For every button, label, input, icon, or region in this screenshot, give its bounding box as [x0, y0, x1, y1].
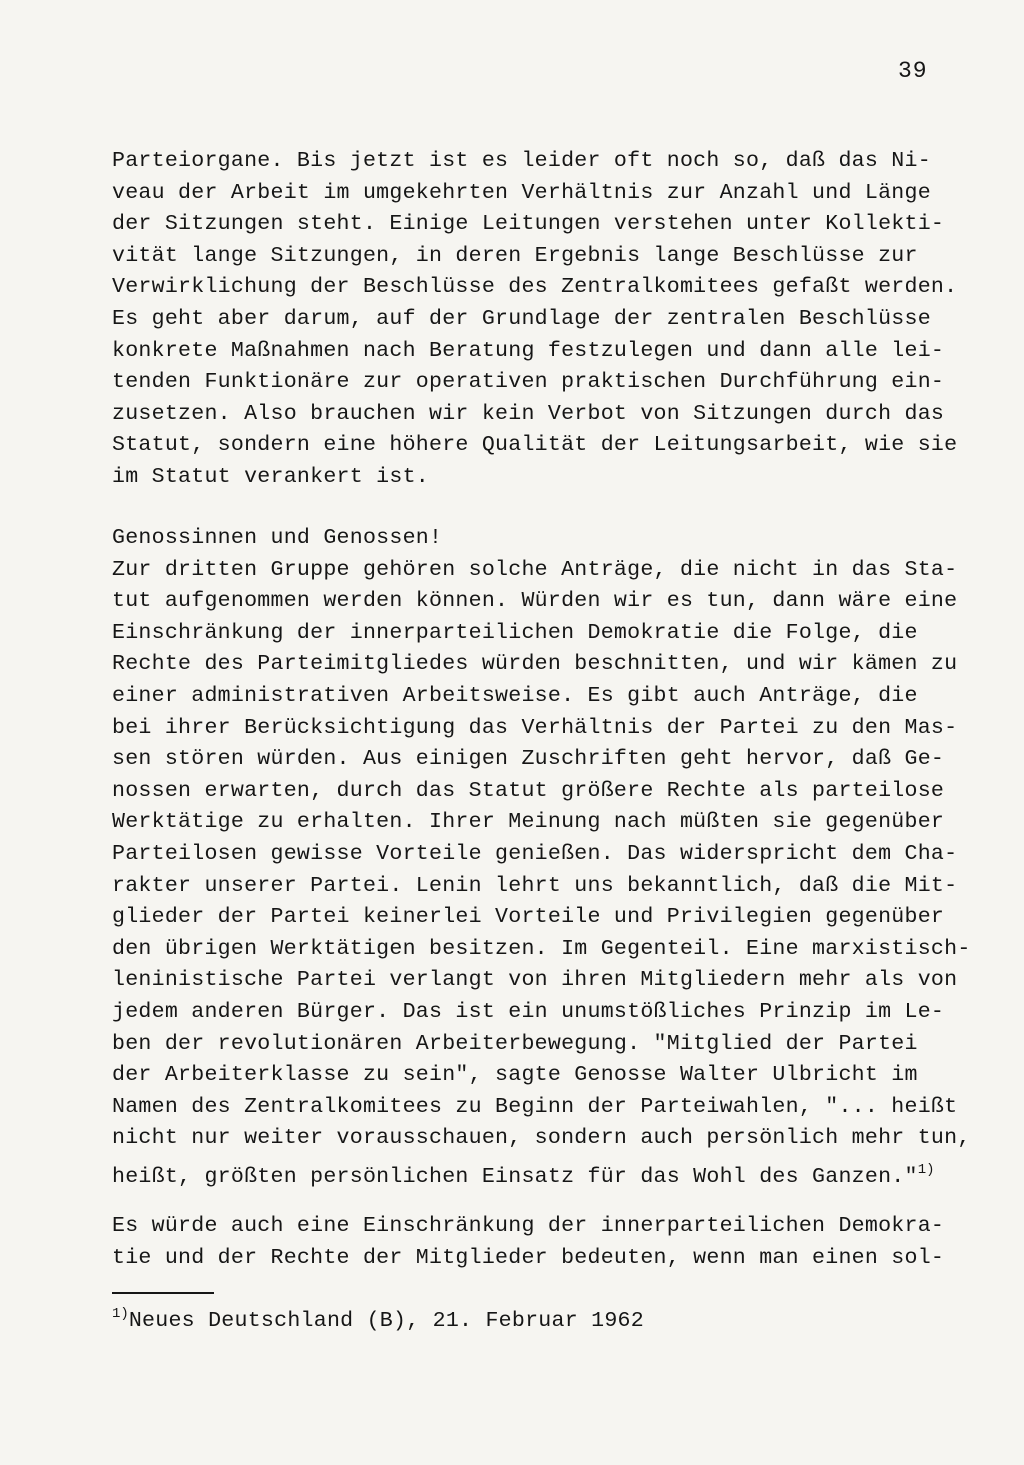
text-line: vität lange Sitzungen, in deren Ergebnis lange Beschlüsse zur: [112, 243, 918, 268]
text-line: Parteilosen gewisse Vorteile genießen. Das widerspricht dem Cha-: [112, 841, 958, 866]
text-line: nicht nur weiter vorausschauen, sondern auch persönlich mehr tun,: [112, 1126, 971, 1151]
text-line: bei ihrer Berücksichtigung das Verhältnis der Partei zu den Mas-: [112, 715, 958, 740]
text-line: Verwirklichung der Beschlüsse des Zentralkomitees gefaßt werden.: [112, 275, 958, 300]
footnote: [112, 1299, 644, 1337]
text-line: glieder der Partei keinerlei Vorteile und Privilegien gegenüber: [112, 905, 945, 930]
text-line: tut aufgenommen werden können. Würden wir es tun, dann wäre eine: [112, 589, 958, 614]
text-line: der Arbeiterklasse zu sein", sagte Genosse Walter Ulbricht im: [112, 1063, 918, 1088]
text-line: Rechte des Parteimitgliedes würden beschnitten, und wir kämen zu: [112, 652, 958, 677]
salutation-line: Genossinnen und Genossen!: [112, 526, 443, 550]
text-line: im Statut verankert ist.: [112, 464, 430, 489]
text-line: nossen erwarten, durch das Statut größere Rechte als parteilose: [112, 778, 945, 803]
text-line: Werktätige zu erhalten. Ihrer Meinung nach müßten sie gegenüber: [112, 810, 945, 835]
footnote-reference: 1): [917, 1161, 935, 1178]
paragraph-1: [112, 146, 958, 494]
paragraph-3: [112, 1211, 945, 1274]
page-number: 39: [898, 58, 928, 84]
text-line: zusetzen. Also brauchen wir kein Verbot von Sitzungen durch das: [112, 401, 945, 426]
text-line: den übrigen Werktätigen besitzen. Im Gegenteil. Eine marxistisch-: [112, 936, 971, 961]
text-line-content: heißt, größten persönlichen Einsatz für das Wohl des Ganzen.": [112, 1164, 918, 1189]
text-line: Es würde auch eine Einschränkung der innerparteilichen Demokra-: [112, 1214, 945, 1238]
text-line: Es geht aber darum, auf der Grundlage der zentralen Beschlüsse: [112, 306, 931, 331]
text-line: ben der revolutionären Arbeiterbewegung. "Mitglied der Partei: [112, 1031, 918, 1056]
text-line: leninistische Partei verlangt von ihren Mitgliedern mehr als von: [112, 968, 958, 993]
text-line: Zur dritten Gruppe gehören solche Anträge, die nicht in das Sta-: [112, 557, 958, 582]
text-line: tenden Funktionäre zur operativen praktischen Durchführung ein-: [112, 370, 945, 395]
text-line: sen stören würden. Aus einigen Zuschriften geht hervor, daß Ge-: [112, 747, 945, 772]
text-line: [112, 1155, 942, 1187]
text-line: tie und der Rechte der Mitglieder bedeuten, wenn man einen sol-: [112, 1245, 945, 1270]
text-line: einer administrativen Arbeitsweise. Es gibt auch Anträge, die: [112, 683, 918, 708]
text-line: der Sitzungen steht. Einige Leitungen verstehen unter Kollekti-: [112, 212, 945, 237]
text-line: Parteiorgane. Bis jetzt ist es leider oft noch so, daß das Ni-: [112, 149, 931, 173]
footnote-marker: 1): [112, 1306, 129, 1322]
footnote-text: Neues Deutschland (B), 21. Februar 1962: [128, 1309, 644, 1333]
paragraph-2: [112, 523, 971, 1189]
text-line: Statut, sondern eine höhere Qualität der Leitungsarbeit, wie sie: [112, 433, 958, 458]
text-line: veau der Arbeit im umgekehrten Verhältnis zur Anzahl und Länge: [112, 180, 931, 205]
text-line: jedem anderen Bürger. Das ist ein unumstößliches Prinzip im Le-: [112, 999, 945, 1024]
text-line: konkrete Maßnahmen nach Beratung festzulegen und dann alle lei-: [112, 338, 945, 363]
text-line: Einschränkung der innerparteilichen Demokratie die Folge, die: [112, 620, 918, 645]
text-line: rakter unserer Partei. Lenin lehrt uns bekanntlich, daß die Mit-: [112, 873, 958, 898]
footnote-divider: [112, 1292, 214, 1294]
text-line: Namen des Zentralkomitees zu Beginn der Parteiwahlen, "... heißt: [112, 1094, 958, 1119]
